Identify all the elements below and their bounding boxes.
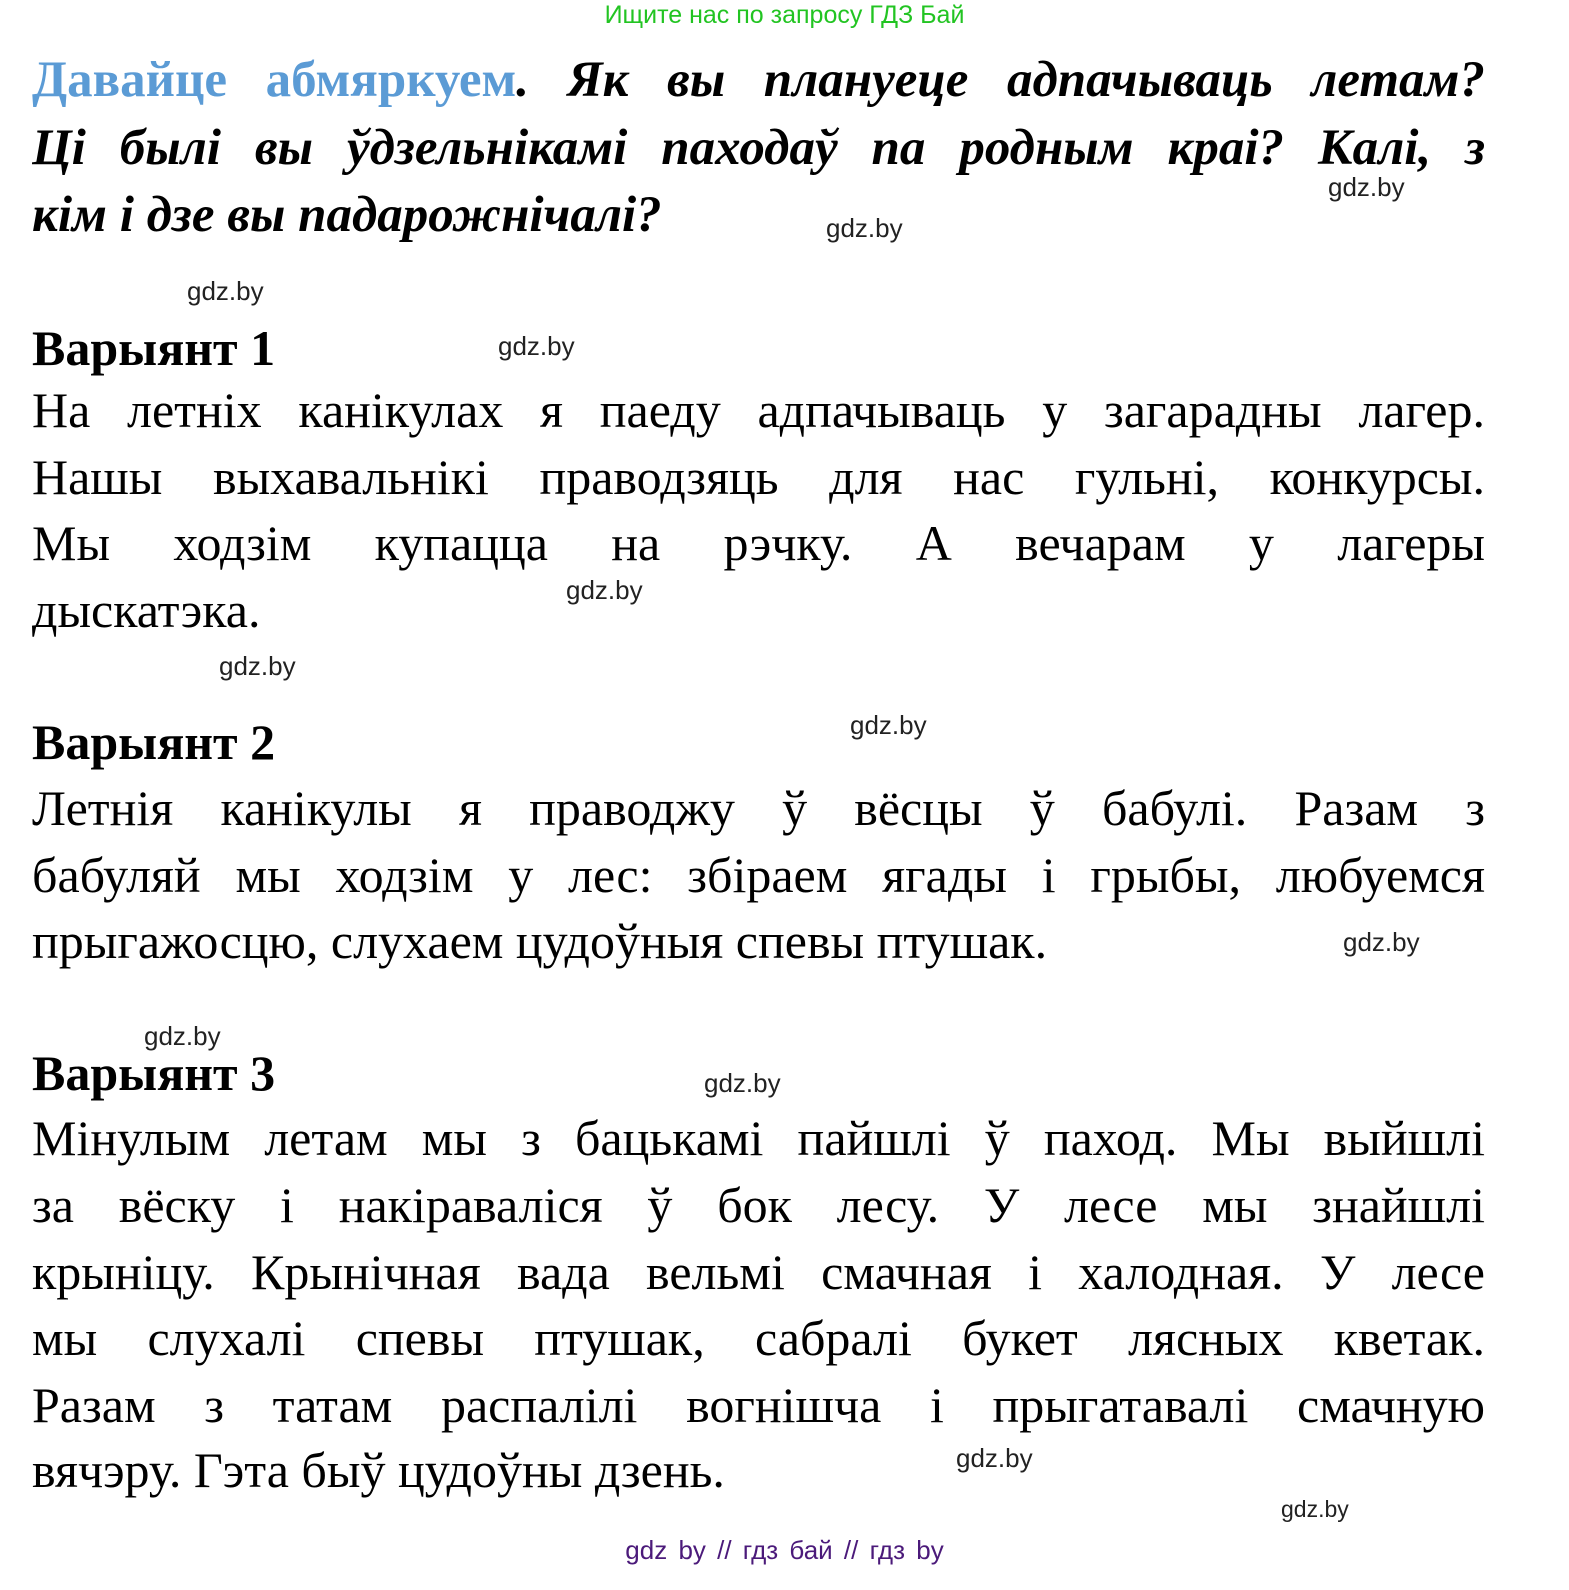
watermark: gdz.by: [704, 1068, 781, 1098]
variant-3-line: крыніцу. Крынічная вада вельмі смачная і халодная. У лесе: [32, 1244, 1485, 1300]
watermark: gdz.by: [1328, 172, 1405, 202]
variant-2-line: прыгажосцю, слухаем цудоўныя спевы птушак.: [32, 913, 1048, 969]
variant-2-line: бабуляй мы ходзім у лес: збіраем ягады і грыбы, любуемся: [32, 847, 1485, 903]
watermark: gdz.by: [219, 651, 296, 681]
variant-3-line: за вёску і накіраваліся ў бок лесу. У лесе мы знайшлі: [32, 1177, 1485, 1233]
variant-1-line: Нашы выхавальнікі праводзяць для нас гульні, конкурсы.: [32, 449, 1485, 505]
question-line-1: Давайце абмяркуем. Як вы плануеце адпачываць летам?: [32, 52, 1485, 108]
watermark: gdz.by: [826, 213, 903, 243]
watermark: gdz.by: [956, 1443, 1033, 1473]
watermark: gdz.by: [498, 331, 575, 361]
variant-3-line: вячэру. Гэта быў цудоўны дзень.: [32, 1442, 725, 1498]
question-line-3: кім і дзе вы падарожнічалі?: [32, 187, 662, 243]
variant-1-line: Мы ходзім купацца на рэчку. А вечарам у лагеры: [32, 515, 1485, 571]
discussion-label: Давайце абмяркуем: [32, 52, 517, 108]
watermark: gdz.by: [144, 1021, 221, 1051]
top-banner: Ищите нас по запросу ГДЗ Бай: [604, 1, 965, 29]
variant-3-heading: Варыянт 3: [32, 1045, 276, 1101]
question-line-2: Ці былі вы ўдзельнікамі паходаў па родным краі? Калі, з: [32, 120, 1485, 176]
footer-links: gdz by // гдз бай // гдз by: [625, 1535, 944, 1565]
variant-1-line: дыскатэка.: [32, 582, 261, 638]
variant-1-heading: Варыянт 1: [32, 320, 276, 376]
variant-1-line: На летніх канікулах я паеду адпачываць у загарадны лагер.: [32, 382, 1485, 438]
variant-2-line: Летнія канікулы я праводжу ў вёсцы ў бабулі. Разам з: [32, 780, 1485, 836]
watermark: gdz.by: [566, 575, 643, 605]
variant-3-line: Мінулым летам мы з бацькамі пайшлі ў паход. Мы выйшлі: [32, 1110, 1485, 1166]
watermark: gdz.by: [1343, 927, 1420, 957]
variant-3-line: мы слухалі спевы птушак, сабралі букет лясных кветак.: [32, 1310, 1485, 1366]
watermark: gdz.by: [187, 276, 264, 306]
watermark: gdz.by: [850, 710, 927, 740]
variant-2-heading: Варыянт 2: [32, 714, 276, 770]
variant-3-line: Разам з татам распалілі вогнішча і прыгатавалі смачную: [32, 1377, 1485, 1433]
watermark: gdz.by: [1281, 1496, 1349, 1522]
